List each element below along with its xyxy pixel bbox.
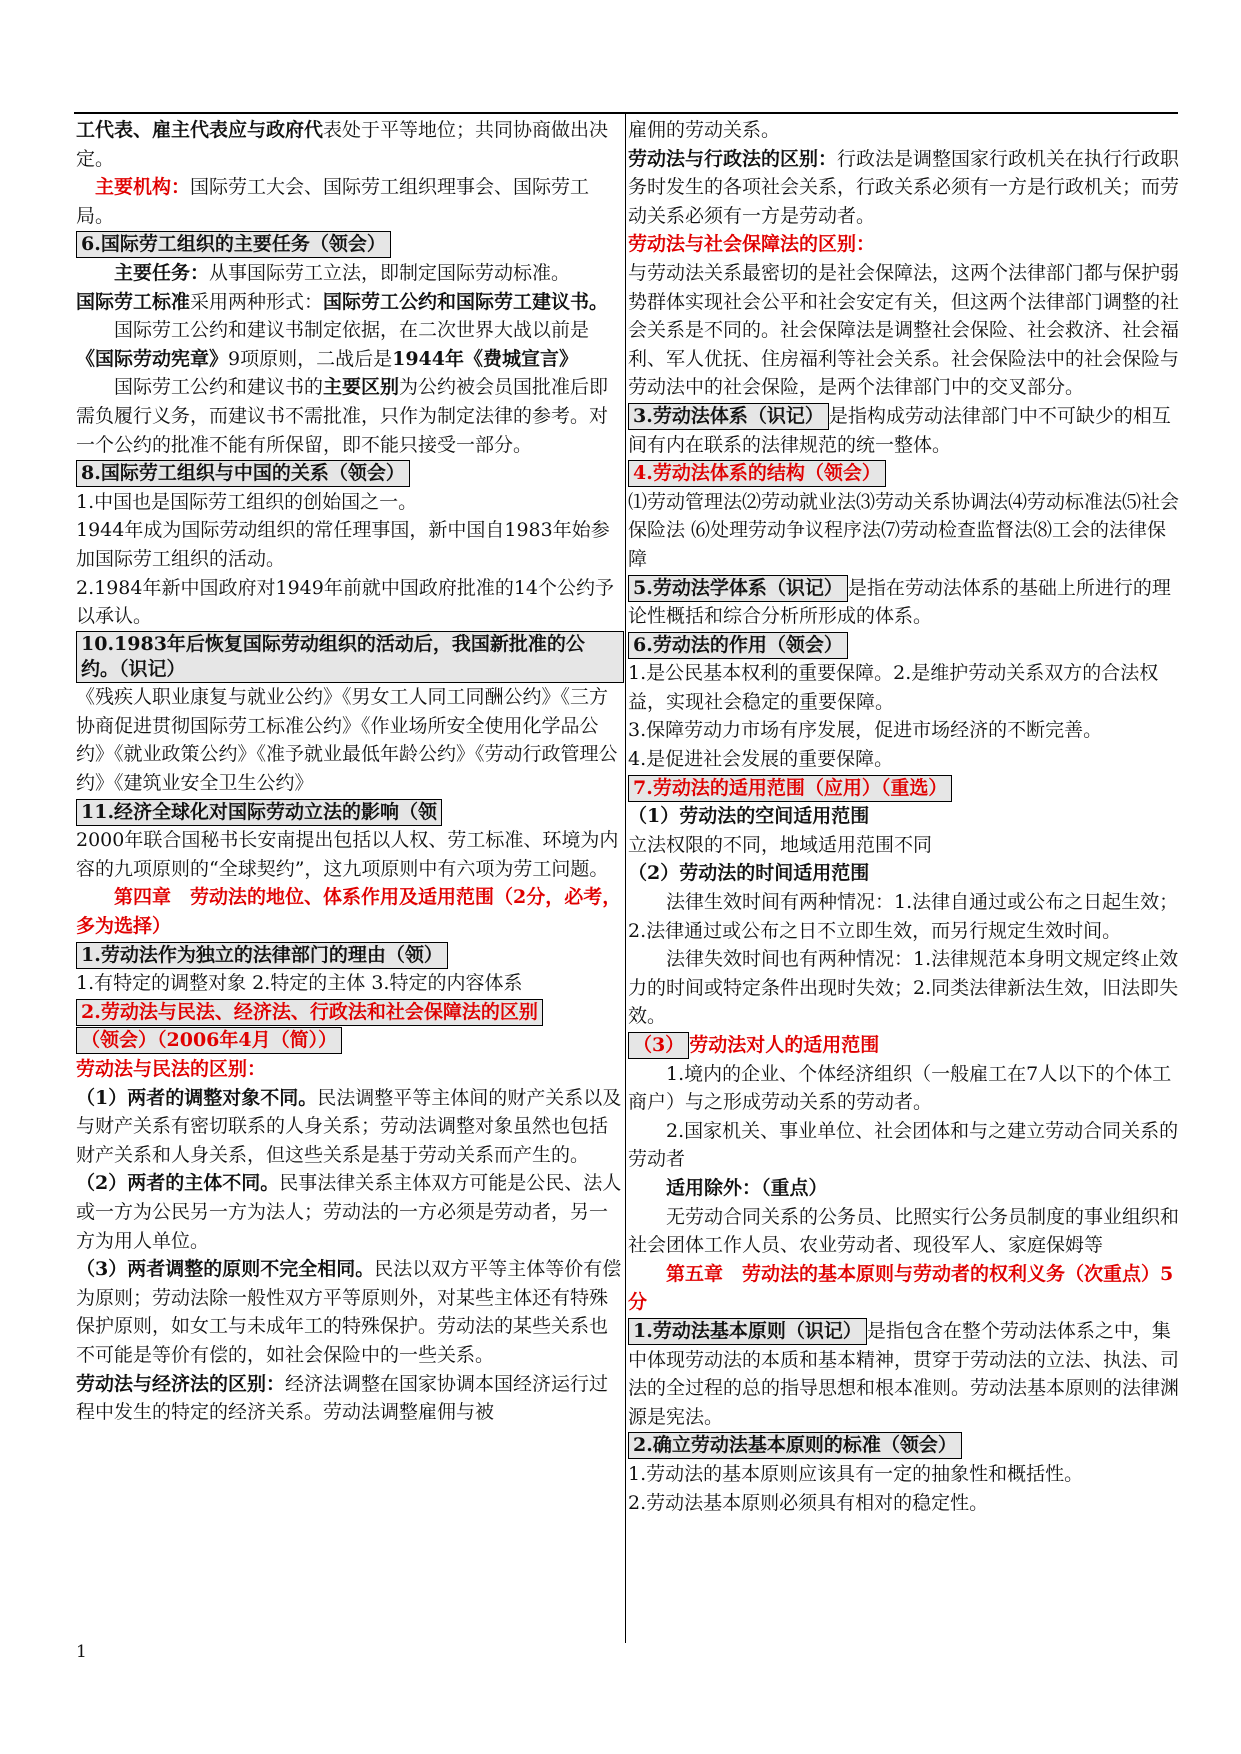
paragraph: 与劳动法关系最密切的是社会保障法，这两个法律部门都与保护弱势群体实现社会公平和社会安定有关，但这两个法律部门调整的社会关系是不同的。社会保障法是调整社会保险、社会救济、社会福利、军人优抚、住房福利等社会关系。社会保险法中的社会保险与劳动法中的社会保险，是两个法律部门中的交叉部分。: [628, 261, 1180, 399]
paragraph: 2.国家机关、事业单位、社会团体和与之建立劳动合同关系的劳动者: [628, 1119, 1179, 1171]
paragraph: 法律生效时间有两种情况：1.法律自通过或公布之日起生效；2.法律通过或公布之日不立即生效，而另行规定生效时间。: [628, 891, 1179, 942]
paragraph: 国际劳工标准采用两种形式：国际劳工公约和国际劳工建议书。: [76, 290, 609, 313]
subheading: 适用除外：（重点）: [666, 1176, 828, 1199]
section-heading: 10.1983年后恢复国际劳动组织的活动后，我国新批准的公约。（识记）: [76, 631, 624, 684]
section-heading: 2.确立劳动法基本原则的标准（领会）: [628, 1431, 1180, 1460]
paragraph: 《残疾人职业康复与就业公约》《男女工人同工同酬公约》《三方协商促进贯彻国际劳工标准公约》《作业场所安全使用化学品公约》《就业政策公约》《准予就业最低年龄公约》《劳动行政管理公约》《建筑业安全卫生公约》: [76, 686, 618, 795]
paragraph: 1.境内的企业、个体经济组织（一般雇工在7人以下的个体工商户）与之形成劳动关系的劳动者。: [628, 1062, 1172, 1114]
paragraph: 无劳动合同关系的公务员、比照实行公务员制度的事业组织和社会团体工作人员、农业劳动者、现役军人、家庭保姆等: [628, 1205, 1180, 1257]
paragraph: 1.中国也是国际劳工组织的创始国之一。: [76, 490, 418, 513]
paragraph: 5.劳动法学体系（识记） 是指在劳动法体系的基础上所进行的理论性概括和综合分析所形成的体系。: [628, 576, 1171, 628]
paragraph: （2）两者的主体不同。民事法律关系主体双方可能是公民、法人或一方为公民另一方为法人；劳动法的一方必须是劳动者，另一方为用人单位。: [76, 1172, 622, 1252]
paragraph: 2000年联合国秘书长安南提出包括以人权、劳工标准、环境为内容的九项原则的“全球契约”，这九项原则中有六项为劳工问题。: [76, 829, 619, 880]
paragraph: 法律失效时间也有两种情况：1.法律规范本身明文规定终止效力的时间或特定条件出现时失效；2.同类法律新法生效，旧法即失效。: [628, 948, 1179, 1028]
subheading: 劳动法与民法的区别：: [76, 1058, 267, 1080]
section-heading: 6.劳动法的作用（领会）: [628, 631, 1180, 660]
paragraph: 3.劳动法体系（识记） 是指构成劳动法律部门中不可缺少的相互间有内在联系的法律规范的统一整体。: [628, 404, 1171, 456]
paragraph: 工代表、雇主代表应与政府代表处于平等地位；共同协商做出决定。: [76, 119, 609, 170]
paragraph: 立法权限的不同，地域适用范围不同: [628, 833, 933, 856]
section-heading: （3） 劳动法对人的适用范围: [628, 1031, 1180, 1060]
section-heading: 4.劳动法体系的结构（领会）: [628, 459, 1180, 488]
paragraph: ⑴劳动管理法⑵劳动就业法⑶劳动关系协调法⑷劳动标准法⑸社会保险法 ⑹处理劳动争议程序法⑺劳动检查监督法⑻工会的法律保障: [628, 490, 1180, 570]
paragraph: 2.1984年新中国政府对1949年前就中国政府批准的14个公约予以承认。: [76, 576, 615, 628]
left-column: [76, 116, 624, 1427]
paragraph: 1.劳动法基本原则（识记） 是指包含在整个劳动法体系之中，集中体现劳动法的本质和基本精神，贯穿于劳动法的立法、执法、司法的全过程的总的指导思想和根本准则。劳动法基本原则的法律渊源是宪法。: [628, 1319, 1180, 1428]
paragraph: 国际劳工公约和建议书的主要区别为公约被会员国批准后即需负履行义务，而建议书不需批准，只作为制定法律的参考。对一个公约的批准不能有所保留，即不能只接受一部分。: [76, 376, 609, 456]
section-heading: 11.经济全球化对国际劳动立法的影响（领: [76, 798, 624, 827]
paragraph: 雇佣的劳动关系。: [628, 119, 781, 141]
paragraph: 1944年成为国际劳动组织的常任理事国，新中国自1983年始参加国际劳工组织的活动。: [76, 519, 610, 570]
paragraph: 4.是促进社会发展的重要保障。: [628, 748, 894, 771]
paragraph: 1.劳动法的基本原则应该具有一定的抽象性和概括性。: [628, 1462, 1084, 1485]
paragraph: 国际劳工公约和建议书制定依据，在二次世界大战以前是《国际劳动宪章》9项原则，二战后是1944年《费城宣言》: [76, 319, 590, 370]
section-heading: 8.国际劳工组织与中国的关系（领会）: [76, 459, 624, 488]
section-heading: 6.国际劳工组织的主要任务（领会）: [76, 230, 624, 259]
section-heading: 7.劳动法的适用范围（应用）（重选）: [628, 774, 1180, 803]
paragraph: 主要任务：从事国际劳工立法，即制定国际劳动标准。: [114, 261, 571, 284]
paragraph: 1.有特定的调整对象 2.特定的主体 3.特定的内容体系: [76, 972, 523, 995]
section-heading: 1.劳动法作为独立的法律部门的理由（领）: [76, 941, 624, 970]
chapter-heading: 第四章 劳动法的地位、体系作用及适用范围（2分，必考，多为选择）: [76, 886, 622, 938]
paragraph: 劳动法与经济法的区别：经济法调整在国家协调本国经济运行过程中发生的特定的经济关系。劳动法调整雇佣与被: [76, 1372, 609, 1424]
section-heading: 2.劳动法与民法、经济法、行政法和社会保障法的区别 （领会）（2006年4月（简））: [76, 998, 624, 1055]
header-rule: [74, 112, 1178, 114]
paragraph: 主要机构：国际劳工大会、国际劳工组织理事会、国际劳工局。: [76, 176, 590, 227]
page-number: 1: [76, 1642, 87, 1662]
paragraph: （3）两者调整的原则不完全相同。民法以双方平等主体等价有偿为原则；劳动法除一般性双方平等原则外，对某些主体还有特殊保护原则，如女工与未成年工的特殊保护。劳动法的某些关系也不可能是等价有偿的，如社会保险中的一些关系。: [76, 1258, 622, 1366]
subheading: （2）劳动法的时间适用范围: [628, 862, 870, 885]
paragraph: （1）两者的调整对象不同。民法调整平等主体间的财产关系以及与财产关系有密切联系的人身关系；劳动法调整对象虽然也包括财产关系和人身关系，但这些关系是基于劳动关系而产生的。: [76, 1086, 622, 1166]
column-divider: [625, 113, 626, 1643]
paragraph: 劳动法与行政法的区别：行政法是调整国家行政机关在执行行政职务时发生的各项社会关系，行政关系必须有一方是行政机关；而劳动关系必须有一方是劳动者。: [628, 147, 1180, 227]
chapter-heading: 第五章 劳动法的基本原则与劳动者的权利义务（次重点）5分: [628, 1262, 1174, 1314]
subheading: （1）劳动法的空间适用范围: [628, 805, 870, 828]
paragraph: 1.是公民基本权利的重要保障。2.是维护劳动关系双方的合法权益，实现社会稳定的重要保障。: [628, 662, 1159, 713]
paragraph: 3.保障劳动力市场有序发展，促进市场经济的不断完善。: [628, 719, 1103, 742]
subheading: 劳动法与社会保障法的区别：: [628, 233, 876, 256]
right-column: [628, 116, 1180, 1517]
paragraph: 2.劳动法基本原则必须具有相对的稳定性。: [628, 1491, 989, 1514]
